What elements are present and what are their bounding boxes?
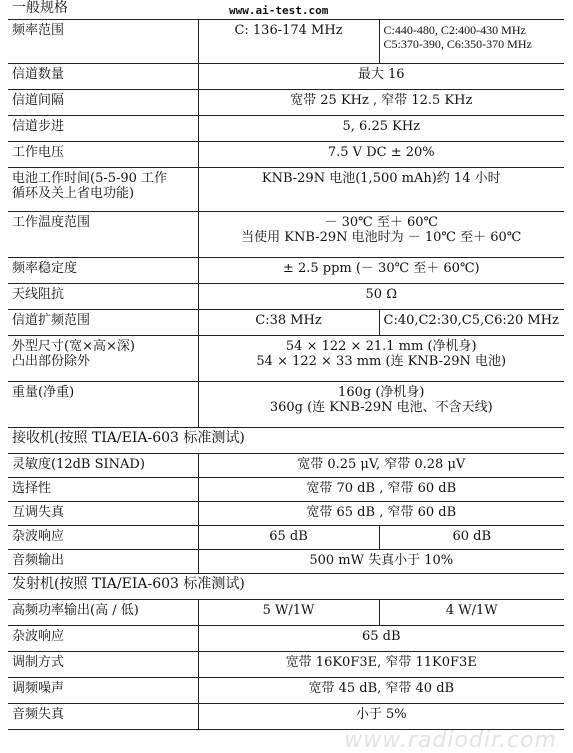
value-line: 54 × 122 × 21.1 mm (净机身) xyxy=(285,339,477,354)
table-row xyxy=(8,478,564,502)
label-line: 凸出部份除外 xyxy=(12,354,91,369)
table-row xyxy=(8,526,564,550)
table-row xyxy=(8,336,564,382)
watermark: www.radiodir.com xyxy=(344,728,557,753)
table-row xyxy=(8,600,564,626)
table-row xyxy=(8,626,564,652)
row-value: 65 dB xyxy=(198,626,564,652)
table-row xyxy=(8,116,564,142)
row-value: KNB-29N 电池(1,500 mAh)约 14 小时 xyxy=(198,168,564,212)
row-label: 信道步进 xyxy=(8,116,198,142)
row-label: 工作电压 xyxy=(8,142,198,168)
row-value: 宽带 16K0F3E, 窄带 11K0F3E xyxy=(198,652,564,678)
row-value xyxy=(198,336,564,382)
row-value: C:38 MHz xyxy=(198,310,379,336)
value-line: C:440-480, C2:400-430 MHz xyxy=(383,23,526,37)
label-line: 循环及关上省电功能) xyxy=(12,186,135,201)
row-value: 宽带 65 dB , 窄带 60 dB xyxy=(198,502,564,526)
table-row xyxy=(8,258,564,284)
row-value: 小于 5% xyxy=(198,704,564,730)
row-value: 宽带 0.25 μV, 窄带 0.28 μV xyxy=(198,454,564,478)
row-label: 信道扩频范围 xyxy=(8,310,198,336)
site-url: www.ai-test.com xyxy=(229,4,329,17)
row-value: 宽带 45 dB, 窄带 40 dB xyxy=(198,678,564,704)
row-value: ± 2.5 ppm (－ 30℃ 至＋ 60℃) xyxy=(198,258,564,284)
table-row xyxy=(8,704,564,730)
row-label xyxy=(8,336,198,382)
row-value: 7.5 V DC ± 20% xyxy=(198,142,564,168)
row-label: 频率稳定度 xyxy=(8,258,198,284)
row-label: 杂波响应 xyxy=(8,526,198,550)
table-row xyxy=(8,20,564,64)
row-value xyxy=(379,20,564,64)
row-value: 500 mW 失真小于 10% xyxy=(198,550,564,574)
row-label: 重量(净重) xyxy=(8,382,198,428)
table-row xyxy=(8,168,564,212)
row-label: 高频功率输出(高 / 低) xyxy=(8,600,198,626)
table-row xyxy=(8,678,564,704)
row-label: 调制方式 xyxy=(8,652,198,678)
row-label: 选择性 xyxy=(8,478,198,502)
spec-table xyxy=(8,0,564,730)
row-label: 音频失真 xyxy=(8,704,198,730)
row-value: 4 W/1W xyxy=(379,600,564,626)
row-value: C: 136-174 MHz xyxy=(198,20,379,64)
table-row xyxy=(8,284,564,310)
row-label: 音频输出 xyxy=(8,550,198,574)
table-row xyxy=(8,454,564,478)
row-label: 杂波响应 xyxy=(8,626,198,652)
row-value: 50 Ω xyxy=(198,284,564,310)
row-label xyxy=(8,168,198,212)
label-line: 电池工作时间(5-5-90 工作 xyxy=(12,171,168,186)
row-value: 65 dB xyxy=(198,526,379,550)
row-value: 宽带 70 dB , 窄带 60 dB xyxy=(198,478,564,502)
section-transmitter xyxy=(8,574,564,600)
label-line: 外型尺寸(宽×高×深) xyxy=(12,339,135,354)
row-value: 最大 16 xyxy=(198,64,564,90)
row-value xyxy=(198,212,564,258)
row-label: 信道数量 xyxy=(8,64,198,90)
table-row xyxy=(8,382,564,428)
section-title: 接收机(按照 TIA/EIA-603 标准测试) xyxy=(12,430,245,446)
section-title: 一般规格 xyxy=(12,0,68,16)
value-line: 360g (连 KNB-29N 电池、不含天线) xyxy=(269,400,493,415)
row-label: 信道间隔 xyxy=(8,90,198,116)
value-line: C5:370-390, C6:350-370 MHz xyxy=(383,37,532,51)
value-line: 160g (净机身) xyxy=(338,385,425,400)
row-label: 调频噪声 xyxy=(8,678,198,704)
row-label: 天线阻抗 xyxy=(8,284,198,310)
row-value: 5, 6.25 KHz xyxy=(198,116,564,142)
table-row xyxy=(8,142,564,168)
section-receiver xyxy=(8,428,564,454)
row-label: 工作温度范围 xyxy=(8,212,198,258)
value-line: 当使用 KNB-29N 电池时为 － 10℃ 至＋ 60℃ xyxy=(241,230,522,245)
table-row xyxy=(8,212,564,258)
row-value xyxy=(198,382,564,428)
table-row xyxy=(8,310,564,336)
value-line: － 30℃ 至＋ 60℃ xyxy=(324,215,439,230)
row-value: 宽带 25 KHz , 窄带 12.5 KHz xyxy=(198,90,564,116)
table-row xyxy=(8,550,564,574)
row-value: 5 W/1W xyxy=(198,600,379,626)
table-row xyxy=(8,90,564,116)
table-row xyxy=(8,652,564,678)
table-row xyxy=(8,502,564,526)
row-label: 频率范围 xyxy=(8,20,198,64)
row-label: 互调失真 xyxy=(8,502,198,526)
value-line: 54 × 122 × 33 mm (连 KNB-29N 电池) xyxy=(256,354,507,369)
row-value: C:40,C2:30,C5,C6:20 MHz xyxy=(379,310,564,336)
section-title: 发射机(按照 TIA/EIA-603 标准测试) xyxy=(12,576,245,592)
row-value: 60 dB xyxy=(379,526,564,550)
row-label: 灵敏度(12dB SINAD) xyxy=(8,454,198,478)
table-row xyxy=(8,64,564,90)
